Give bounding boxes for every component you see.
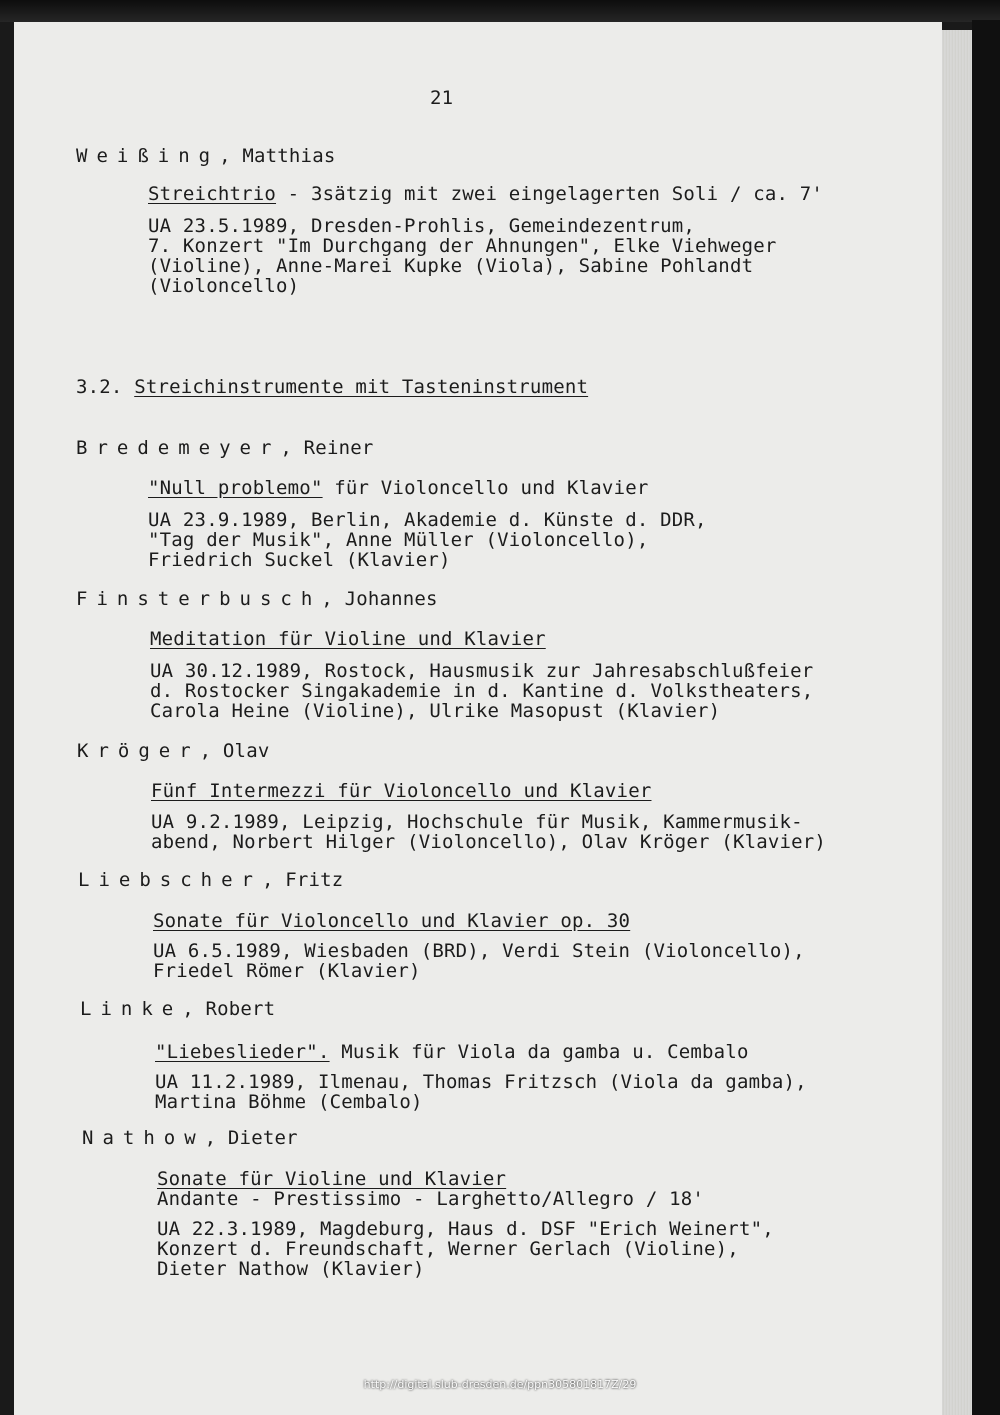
- performance-line: Friedrich Suckel (Klavier): [148, 549, 451, 571]
- work-title: Sonate für Violine und Klavier: [157, 1168, 507, 1190]
- performance-line: UA 22.3.1989, Magdeburg, Haus d. DSF "Erich Weinert",: [157, 1218, 774, 1240]
- page-number: 21: [430, 87, 454, 109]
- work-title-line: [148, 184, 823, 204]
- performance-line: UA 11.2.1989, Ilmenau, Thomas Fritzsch (Viola da gamba),: [155, 1071, 807, 1093]
- work-title: Fünf Intermezzi für Violoncello und Klavier: [151, 780, 652, 802]
- source-url: http://digital.slub-dresden.de/ppn305801817Z/29: [363, 1378, 637, 1391]
- work-title-line: [157, 1169, 506, 1189]
- performance-line: Friedel Römer (Klavier): [153, 960, 421, 982]
- composer-heading: Bredemeyer, Reiner: [76, 437, 374, 459]
- composer-given-name: Matthias: [242, 145, 336, 167]
- composer-surname: Liebscher: [78, 869, 262, 891]
- performance-line: Konzert d. Freundschaft, Werner Gerlach (Violine),: [157, 1238, 739, 1260]
- book-spine: [972, 20, 1000, 1415]
- composer-surname: Kröger: [77, 740, 200, 762]
- performance-line: (Violoncello): [148, 275, 300, 297]
- work-title: Streichtrio: [148, 183, 277, 205]
- scan-top-edge: [0, 0, 1000, 22]
- composer-heading: Linke, Robert: [80, 998, 276, 1020]
- performance-line: Dieter Nathow (Klavier): [157, 1258, 425, 1280]
- composer-surname: Weißing: [76, 145, 220, 167]
- performance-line: Martina Böhme (Cembalo): [155, 1091, 423, 1113]
- composer-heading: Liebscher, Fritz: [78, 869, 344, 891]
- performance-line: UA 30.12.1989, Rostock, Hausmusik zur Jahresabschlußfeier: [150, 660, 814, 682]
- composer-heading: Nathow, Dieter: [82, 1127, 298, 1149]
- composer-given-name: Fritz: [285, 869, 344, 891]
- work-title-rest: für Violoncello und Klavier: [322, 477, 649, 499]
- performance-line: abend, Norbert Hilger (Violoncello), Olav Kröger (Klavier): [151, 831, 827, 853]
- work-title-line: [150, 629, 546, 649]
- performance-line: 7. Konzert "Im Durchgang der Ahnungen", Elke Viehweger: [148, 235, 777, 257]
- section-number: 3.2.: [76, 376, 123, 398]
- composer-heading: Weißing, Matthias: [76, 145, 336, 167]
- performance-line: UA 23.5.1989, Dresden-Prohlis, Gemeindezentrum,: [148, 215, 696, 237]
- performance-line: Carola Heine (Violine), Ulrike Masopust (Klavier): [150, 700, 721, 722]
- composer-surname: Nathow: [82, 1127, 205, 1149]
- composer-surname: Finsterbusch: [76, 588, 322, 610]
- section-title: Streichinstrumente mit Tasteninstrument: [134, 376, 589, 398]
- performance-line: (Violine), Anne-Marei Kupke (Viola), Sabine Pohlandt: [148, 255, 754, 277]
- work-title-line: [148, 478, 649, 498]
- work-title: Meditation für Violine und Klavier: [150, 628, 546, 650]
- work-title-line: [153, 911, 630, 931]
- composer-given-name: Robert: [205, 998, 276, 1020]
- work-title-line: [151, 781, 651, 801]
- composer-heading: Finsterbusch, Johannes: [76, 588, 438, 610]
- work-title: Sonate für Violoncello und Klavier op. 30: [153, 910, 631, 932]
- work-title-rest: - 3sätzig mit zwei eingelagerten Soli / ca. 7': [276, 183, 824, 205]
- composer-given-name: Dieter: [227, 1127, 298, 1149]
- performance-line: "Tag der Musik", Anne Müller (Violoncello),: [148, 529, 649, 551]
- section-heading: [76, 377, 588, 397]
- composer-given-name: Olav: [222, 740, 270, 762]
- performance-line: UA 6.5.1989, Wiesbaden (BRD), Verdi Stein (Violoncello),: [153, 940, 805, 962]
- page-stack-edge: [942, 30, 972, 1415]
- work-title-rest: Musik für Viola da gamba u. Cembalo: [329, 1041, 749, 1063]
- work-title: "Liebeslieder".: [155, 1041, 330, 1063]
- work-subtitle: Andante - Prestissimo - Larghetto/Allegro / 18': [157, 1188, 705, 1210]
- work-title-line: [155, 1042, 749, 1062]
- composer-given-name: Johannes: [344, 588, 438, 610]
- performance-line: UA 23.9.1989, Berlin, Akademie d. Künste d. DDR,: [148, 509, 707, 531]
- performance-line: UA 9.2.1989, Leipzig, Hochschule für Musik, Kammermusik-: [151, 811, 803, 833]
- composer-surname: Bredemeyer: [76, 437, 281, 459]
- work-title: "Null problemo": [148, 477, 323, 499]
- composer-heading: Kröger, Olav: [77, 740, 270, 762]
- composer-given-name: Reiner: [303, 437, 374, 459]
- composer-surname: Linke: [80, 998, 183, 1020]
- performance-line: d. Rostocker Singakademie in d. Kantine d. Volkstheaters,: [150, 680, 814, 702]
